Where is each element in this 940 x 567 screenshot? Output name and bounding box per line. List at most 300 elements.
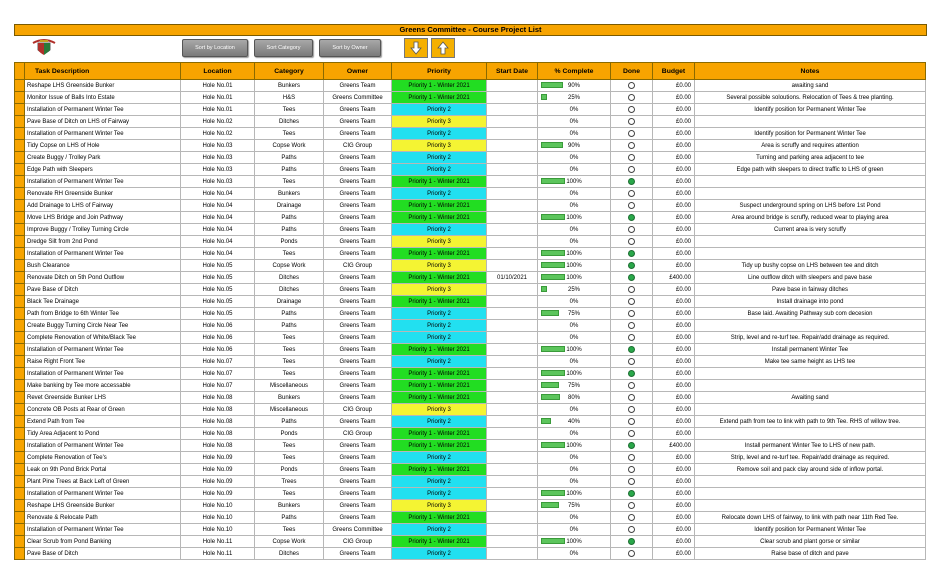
task-cell[interactable]: Installation of Permanent Winter Tee	[25, 104, 181, 116]
notes-cell[interactable]	[695, 116, 926, 128]
start-date-cell[interactable]	[487, 404, 538, 416]
budget-cell[interactable]: £0.00	[653, 224, 695, 236]
start-date-cell[interactable]	[487, 224, 538, 236]
owner-cell[interactable]: Greens Team	[324, 464, 392, 476]
location-cell[interactable]: Hole No.03	[181, 176, 255, 188]
task-cell[interactable]: Add Drainage to LHS of Fairway	[25, 200, 181, 212]
priority-cell[interactable]: Priority 1 - Winter 2021	[392, 80, 487, 92]
location-cell[interactable]: Hole No.05	[181, 284, 255, 296]
done-cell[interactable]	[611, 212, 653, 224]
notes-cell[interactable]	[695, 176, 926, 188]
location-cell[interactable]: Hole No.10	[181, 500, 255, 512]
percent-complete-cell[interactable]	[538, 164, 611, 176]
task-cell[interactable]: Edge Path with Sleepers	[25, 164, 181, 176]
done-unchecked-icon[interactable]	[628, 94, 635, 101]
priority-cell[interactable]: Priority 2	[392, 164, 487, 176]
budget-cell[interactable]: £0.00	[653, 188, 695, 200]
owner-cell[interactable]: Greens Team	[324, 212, 392, 224]
percent-complete-cell[interactable]	[538, 188, 611, 200]
start-date-cell[interactable]	[487, 452, 538, 464]
task-cell[interactable]: Create Buggy / Trolley Park	[25, 152, 181, 164]
done-cell[interactable]	[611, 152, 653, 164]
done-cell[interactable]	[611, 128, 653, 140]
percent-complete-cell[interactable]	[538, 320, 611, 332]
budget-cell[interactable]: £0.00	[653, 452, 695, 464]
location-cell[interactable]: Hole No.10	[181, 524, 255, 536]
done-unchecked-icon[interactable]	[628, 142, 635, 149]
done-cell[interactable]	[611, 296, 653, 308]
header-task-description[interactable]: Task Description	[25, 63, 181, 80]
start-date-cell[interactable]	[487, 140, 538, 152]
start-date-cell[interactable]	[487, 380, 538, 392]
start-date-cell[interactable]	[487, 368, 538, 380]
done-cell[interactable]	[611, 440, 653, 452]
owner-cell[interactable]: Greens Team	[324, 440, 392, 452]
percent-complete-cell[interactable]	[538, 272, 611, 284]
priority-cell[interactable]: Priority 2	[392, 152, 487, 164]
done-cell[interactable]	[611, 140, 653, 152]
budget-cell[interactable]: £0.00	[653, 548, 695, 560]
location-cell[interactable]: Hole No.06	[181, 332, 255, 344]
category-cell[interactable]: Trees	[255, 476, 324, 488]
priority-cell[interactable]: Priority 1 - Winter 2021	[392, 296, 487, 308]
owner-cell[interactable]: Greens Team	[324, 152, 392, 164]
location-cell[interactable]: Hole No.05	[181, 308, 255, 320]
task-cell[interactable]: Plant Pine Trees at Back Left of Green	[25, 476, 181, 488]
owner-cell[interactable]: Greens Team	[324, 512, 392, 524]
priority-cell[interactable]: Priority 2	[392, 476, 487, 488]
task-cell[interactable]: Installation of Permanent Winter Tee	[25, 344, 181, 356]
notes-cell[interactable]	[695, 380, 926, 392]
start-date-cell[interactable]	[487, 104, 538, 116]
done-unchecked-icon[interactable]	[628, 154, 635, 161]
task-cell[interactable]: Installation of Permanent Winter Tee	[25, 488, 181, 500]
category-cell[interactable]: Tees	[255, 176, 324, 188]
budget-cell[interactable]: £0.00	[653, 176, 695, 188]
done-checked-icon[interactable]	[628, 262, 635, 269]
task-cell[interactable]: Renovate RH Greenside Bunker	[25, 188, 181, 200]
priority-cell[interactable]: Priority 1 - Winter 2021	[392, 536, 487, 548]
owner-cell[interactable]: Greens Team	[324, 224, 392, 236]
percent-complete-cell[interactable]	[538, 104, 611, 116]
notes-cell[interactable]: Tidy up bushy copse on LHS between tee and ditch	[695, 260, 926, 272]
task-cell[interactable]: Dredge Silt from 2nd Pond	[25, 236, 181, 248]
location-cell[interactable]: Hole No.04	[181, 200, 255, 212]
done-cell[interactable]	[611, 344, 653, 356]
category-cell[interactable]: Bunkers	[255, 188, 324, 200]
location-cell[interactable]: Hole No.08	[181, 416, 255, 428]
percent-complete-cell[interactable]	[538, 176, 611, 188]
task-cell[interactable]: Renovate & Relocate Path	[25, 512, 181, 524]
priority-cell[interactable]: Priority 1 - Winter 2021	[392, 92, 487, 104]
sort-descending-button[interactable]	[404, 38, 428, 58]
done-cell[interactable]	[611, 536, 653, 548]
category-cell[interactable]: Copse Work	[255, 140, 324, 152]
start-date-cell[interactable]	[487, 356, 538, 368]
location-cell[interactable]: Hole No.05	[181, 296, 255, 308]
start-date-cell[interactable]	[487, 416, 538, 428]
location-cell[interactable]: Hole No.11	[181, 536, 255, 548]
percent-complete-cell[interactable]	[538, 152, 611, 164]
priority-cell[interactable]: Priority 2	[392, 488, 487, 500]
owner-cell[interactable]: Greens Team	[324, 332, 392, 344]
done-cell[interactable]	[611, 272, 653, 284]
budget-cell[interactable]: £0.00	[653, 476, 695, 488]
owner-cell[interactable]: Greens Team	[324, 200, 392, 212]
location-cell[interactable]: Hole No.07	[181, 380, 255, 392]
done-cell[interactable]	[611, 488, 653, 500]
percent-complete-cell[interactable]	[538, 200, 611, 212]
priority-cell[interactable]: Priority 2	[392, 128, 487, 140]
priority-cell[interactable]: Priority 2	[392, 524, 487, 536]
task-cell[interactable]: Black Tee Drainage	[25, 296, 181, 308]
done-cell[interactable]	[611, 80, 653, 92]
category-cell[interactable]: H&S	[255, 92, 324, 104]
priority-cell[interactable]: Priority 2	[392, 224, 487, 236]
notes-cell[interactable]: Identify position for Permanent Winter Tee	[695, 104, 926, 116]
done-unchecked-icon[interactable]	[628, 190, 635, 197]
percent-complete-cell[interactable]	[538, 236, 611, 248]
percent-complete-cell[interactable]	[538, 80, 611, 92]
category-cell[interactable]: Tees	[255, 524, 324, 536]
owner-cell[interactable]: CIG Group	[324, 536, 392, 548]
task-cell[interactable]: Improve Buggy / Trolley Turning Circle	[25, 224, 181, 236]
notes-cell[interactable]: Line outflow ditch with sleepers and pave base	[695, 272, 926, 284]
location-cell[interactable]: Hole No.09	[181, 464, 255, 476]
category-cell[interactable]: Tees	[255, 332, 324, 344]
budget-cell[interactable]: £0.00	[653, 464, 695, 476]
owner-cell[interactable]: Greens Team	[324, 272, 392, 284]
task-cell[interactable]: Leak on 9th Pond Brick Portal	[25, 464, 181, 476]
start-date-cell[interactable]	[487, 344, 538, 356]
done-cell[interactable]	[611, 308, 653, 320]
done-cell[interactable]	[611, 500, 653, 512]
notes-cell[interactable]: Install permanent Winter Tee to LHS of new path.	[695, 440, 926, 452]
percent-complete-cell[interactable]	[538, 428, 611, 440]
category-cell[interactable]: Tees	[255, 356, 324, 368]
notes-cell[interactable]: Suspect underground spring on LHS before 1st Pond	[695, 200, 926, 212]
category-cell[interactable]: Tees	[255, 368, 324, 380]
task-cell[interactable]: Installation of Permanent Winter Tee	[25, 368, 181, 380]
done-cell[interactable]	[611, 164, 653, 176]
notes-cell[interactable]: Clear scrub and plant gorse or similar	[695, 536, 926, 548]
start-date-cell[interactable]	[487, 524, 538, 536]
done-unchecked-icon[interactable]	[628, 310, 635, 317]
sort-by-location-button[interactable]: Sort by Location	[182, 39, 248, 57]
budget-cell[interactable]: £400.00	[653, 272, 695, 284]
budget-cell[interactable]: £0.00	[653, 152, 695, 164]
done-unchecked-icon[interactable]	[628, 478, 635, 485]
percent-complete-cell[interactable]	[538, 392, 611, 404]
start-date-cell[interactable]	[487, 440, 538, 452]
done-checked-icon[interactable]	[628, 490, 635, 497]
notes-cell[interactable]: Area around bridge is scruffy, reduced wear to playing area	[695, 212, 926, 224]
percent-complete-cell[interactable]	[538, 248, 611, 260]
task-cell[interactable]: Bush Clearance	[25, 260, 181, 272]
budget-cell[interactable]: £0.00	[653, 248, 695, 260]
task-cell[interactable]: Installation of Permanent Winter Tee	[25, 248, 181, 260]
sort-by-owner-button[interactable]: Sort by Owner	[319, 39, 381, 57]
done-unchecked-icon[interactable]	[628, 418, 635, 425]
budget-cell[interactable]: £0.00	[653, 536, 695, 548]
percent-complete-cell[interactable]	[538, 284, 611, 296]
done-cell[interactable]	[611, 260, 653, 272]
notes-cell[interactable]	[695, 488, 926, 500]
start-date-cell[interactable]	[487, 116, 538, 128]
owner-cell[interactable]: Greens Team	[324, 368, 392, 380]
done-unchecked-icon[interactable]	[628, 118, 635, 125]
notes-cell[interactable]	[695, 404, 926, 416]
priority-cell[interactable]: Priority 2	[392, 104, 487, 116]
owner-cell[interactable]: Greens Team	[324, 248, 392, 260]
priority-cell[interactable]: Priority 1 - Winter 2021	[392, 200, 487, 212]
category-cell[interactable]: Paths	[255, 212, 324, 224]
location-cell[interactable]: Hole No.02	[181, 116, 255, 128]
owner-cell[interactable]: Greens Team	[324, 356, 392, 368]
category-cell[interactable]: Tees	[255, 344, 324, 356]
budget-cell[interactable]: £0.00	[653, 284, 695, 296]
start-date-cell[interactable]	[487, 284, 538, 296]
done-checked-icon[interactable]	[628, 178, 635, 185]
start-date-cell[interactable]	[487, 200, 538, 212]
start-date-cell[interactable]	[487, 296, 538, 308]
task-cell[interactable]: Make banking by Tee more accessable	[25, 380, 181, 392]
owner-cell[interactable]: Greens Team	[324, 380, 392, 392]
done-cell[interactable]	[611, 116, 653, 128]
start-date-cell[interactable]: 01/10/2021	[487, 272, 538, 284]
done-unchecked-icon[interactable]	[628, 502, 635, 509]
start-date-cell[interactable]	[487, 320, 538, 332]
done-cell[interactable]	[611, 428, 653, 440]
owner-cell[interactable]: Greens Team	[324, 476, 392, 488]
done-unchecked-icon[interactable]	[628, 406, 635, 413]
start-date-cell[interactable]	[487, 308, 538, 320]
priority-cell[interactable]: Priority 2	[392, 416, 487, 428]
percent-complete-cell[interactable]	[538, 224, 611, 236]
notes-cell[interactable]: Make tee same height as LHS tee	[695, 356, 926, 368]
done-unchecked-icon[interactable]	[628, 454, 635, 461]
budget-cell[interactable]: £0.00	[653, 356, 695, 368]
budget-cell[interactable]: £0.00	[653, 296, 695, 308]
location-cell[interactable]: Hole No.01	[181, 80, 255, 92]
done-checked-icon[interactable]	[628, 370, 635, 377]
notes-cell[interactable]: Current area is very scruffy	[695, 224, 926, 236]
notes-cell[interactable]: Identify position for Permanent Winter Tee	[695, 128, 926, 140]
category-cell[interactable]: Paths	[255, 416, 324, 428]
done-cell[interactable]	[611, 188, 653, 200]
priority-cell[interactable]: Priority 2	[392, 548, 487, 560]
priority-cell[interactable]: Priority 1 - Winter 2021	[392, 212, 487, 224]
priority-cell[interactable]: Priority 1 - Winter 2021	[392, 248, 487, 260]
budget-cell[interactable]: £0.00	[653, 524, 695, 536]
owner-cell[interactable]: Greens Team	[324, 284, 392, 296]
done-cell[interactable]	[611, 248, 653, 260]
location-cell[interactable]: Hole No.01	[181, 92, 255, 104]
start-date-cell[interactable]	[487, 512, 538, 524]
location-cell[interactable]: Hole No.01	[181, 104, 255, 116]
priority-cell[interactable]: Priority 3	[392, 236, 487, 248]
task-cell[interactable]: Complete Renovation of White/Black Tee	[25, 332, 181, 344]
notes-cell[interactable]	[695, 500, 926, 512]
budget-cell[interactable]: £0.00	[653, 200, 695, 212]
sort-ascending-button[interactable]	[431, 38, 455, 58]
notes-cell[interactable]: Base laid. Awaiting Pathway sub com decesion	[695, 308, 926, 320]
start-date-cell[interactable]	[487, 428, 538, 440]
notes-cell[interactable]: awaiting sand	[695, 80, 926, 92]
done-checked-icon[interactable]	[628, 250, 635, 257]
notes-cell[interactable]: Install permanent Winter Tee	[695, 344, 926, 356]
budget-cell[interactable]: £0.00	[653, 92, 695, 104]
done-unchecked-icon[interactable]	[628, 106, 635, 113]
budget-cell[interactable]: £0.00	[653, 512, 695, 524]
budget-cell[interactable]: £0.00	[653, 344, 695, 356]
done-cell[interactable]	[611, 236, 653, 248]
done-unchecked-icon[interactable]	[628, 226, 635, 233]
budget-cell[interactable]: £0.00	[653, 104, 695, 116]
done-unchecked-icon[interactable]	[628, 286, 635, 293]
owner-cell[interactable]: Greens Team	[324, 308, 392, 320]
location-cell[interactable]: Hole No.07	[181, 368, 255, 380]
percent-complete-cell[interactable]	[538, 92, 611, 104]
percent-complete-cell[interactable]	[538, 416, 611, 428]
category-cell[interactable]: Copse Work	[255, 536, 324, 548]
notes-cell[interactable]	[695, 476, 926, 488]
category-cell[interactable]: Paths	[255, 308, 324, 320]
done-cell[interactable]	[611, 92, 653, 104]
done-cell[interactable]	[611, 284, 653, 296]
percent-complete-cell[interactable]	[538, 212, 611, 224]
done-cell[interactable]	[611, 464, 653, 476]
notes-cell[interactable]: Raise base of ditch and pave	[695, 548, 926, 560]
notes-cell[interactable]: Edge path with sleepers to direct traffic to LHS of green	[695, 164, 926, 176]
notes-cell[interactable]	[695, 368, 926, 380]
owner-cell[interactable]: Greens Committee	[324, 524, 392, 536]
location-cell[interactable]: Hole No.08	[181, 392, 255, 404]
done-unchecked-icon[interactable]	[628, 130, 635, 137]
owner-cell[interactable]: Greens Team	[324, 488, 392, 500]
location-cell[interactable]: Hole No.08	[181, 440, 255, 452]
task-cell[interactable]: Extend Path from Tee	[25, 416, 181, 428]
budget-cell[interactable]: £0.00	[653, 332, 695, 344]
budget-cell[interactable]: £400.00	[653, 440, 695, 452]
category-cell[interactable]: Paths	[255, 164, 324, 176]
task-cell[interactable]: Pave Base of Ditch	[25, 284, 181, 296]
percent-complete-cell[interactable]	[538, 404, 611, 416]
owner-cell[interactable]: Greens Team	[324, 548, 392, 560]
task-cell[interactable]: Installation of Permanent Winter Tee	[25, 176, 181, 188]
location-cell[interactable]: Hole No.09	[181, 476, 255, 488]
notes-cell[interactable]	[695, 236, 926, 248]
budget-cell[interactable]: £0.00	[653, 320, 695, 332]
owner-cell[interactable]: Greens Team	[324, 416, 392, 428]
start-date-cell[interactable]	[487, 392, 538, 404]
done-unchecked-icon[interactable]	[628, 358, 635, 365]
notes-cell[interactable]	[695, 320, 926, 332]
done-cell[interactable]	[611, 380, 653, 392]
budget-cell[interactable]: £0.00	[653, 164, 695, 176]
priority-cell[interactable]: Priority 1 - Winter 2021	[392, 344, 487, 356]
category-cell[interactable]: Miscellaneous	[255, 404, 324, 416]
done-unchecked-icon[interactable]	[628, 82, 635, 89]
start-date-cell[interactable]	[487, 164, 538, 176]
done-cell[interactable]	[611, 368, 653, 380]
owner-cell[interactable]: Greens Team	[324, 500, 392, 512]
category-cell[interactable]: Tees	[255, 248, 324, 260]
start-date-cell[interactable]	[487, 332, 538, 344]
location-cell[interactable]: Hole No.11	[181, 548, 255, 560]
priority-cell[interactable]: Priority 3	[392, 116, 487, 128]
task-cell[interactable]: Reshape LHS Greenside Bunker	[25, 80, 181, 92]
location-cell[interactable]: Hole No.05	[181, 272, 255, 284]
task-cell[interactable]: Pave Base of Ditch on LHS of Fairway	[25, 116, 181, 128]
start-date-cell[interactable]	[487, 188, 538, 200]
start-date-cell[interactable]	[487, 92, 538, 104]
header-category[interactable]: Category	[255, 63, 324, 80]
category-cell[interactable]: Copse Work	[255, 260, 324, 272]
notes-cell[interactable]: Area is scruffy and requires attention	[695, 140, 926, 152]
task-cell[interactable]: Clear Scrub from Pond Banking	[25, 536, 181, 548]
location-cell[interactable]: Hole No.09	[181, 452, 255, 464]
done-cell[interactable]	[611, 416, 653, 428]
header-notes[interactable]: Notes	[695, 63, 926, 80]
done-cell[interactable]	[611, 476, 653, 488]
category-cell[interactable]: Paths	[255, 224, 324, 236]
priority-cell[interactable]: Priority 3	[392, 500, 487, 512]
done-unchecked-icon[interactable]	[628, 394, 635, 401]
percent-complete-cell[interactable]	[538, 440, 611, 452]
owner-cell[interactable]: Greens Team	[324, 452, 392, 464]
notes-cell[interactable]: Strip, level and re-turf tee. Repair/add drainage as required.	[695, 332, 926, 344]
done-checked-icon[interactable]	[628, 274, 635, 281]
priority-cell[interactable]: Priority 1 - Winter 2021	[392, 464, 487, 476]
priority-cell[interactable]: Priority 1 - Winter 2021	[392, 428, 487, 440]
category-cell[interactable]: Bunkers	[255, 500, 324, 512]
owner-cell[interactable]: CIG Group	[324, 260, 392, 272]
location-cell[interactable]: Hole No.04	[181, 224, 255, 236]
notes-cell[interactable]: Remove soil and pack clay around side of inflow portal.	[695, 464, 926, 476]
owner-cell[interactable]: Greens Team	[324, 128, 392, 140]
location-cell[interactable]: Hole No.06	[181, 344, 255, 356]
budget-cell[interactable]: £0.00	[653, 116, 695, 128]
done-cell[interactable]	[611, 320, 653, 332]
percent-complete-cell[interactable]	[538, 536, 611, 548]
category-cell[interactable]: Ponds	[255, 428, 324, 440]
category-cell[interactable]: Tees	[255, 128, 324, 140]
location-cell[interactable]: Hole No.02	[181, 128, 255, 140]
percent-complete-cell[interactable]	[538, 128, 611, 140]
start-date-cell[interactable]	[487, 152, 538, 164]
start-date-cell[interactable]	[487, 464, 538, 476]
location-cell[interactable]: Hole No.09	[181, 488, 255, 500]
percent-complete-cell[interactable]	[538, 308, 611, 320]
done-checked-icon[interactable]	[628, 442, 635, 449]
task-cell[interactable]: Renovate Ditch on 5th Pond Outflow	[25, 272, 181, 284]
done-unchecked-icon[interactable]	[628, 322, 635, 329]
notes-cell[interactable]: Several possible soloutions. Relocation of Tees & tree planting.	[695, 92, 926, 104]
location-cell[interactable]: Hole No.04	[181, 236, 255, 248]
start-date-cell[interactable]	[487, 548, 538, 560]
owner-cell[interactable]: CIG Group	[324, 428, 392, 440]
budget-cell[interactable]: £0.00	[653, 404, 695, 416]
done-unchecked-icon[interactable]	[628, 514, 635, 521]
owner-cell[interactable]: Greens Team	[324, 392, 392, 404]
task-cell[interactable]: Raise Right Front Tee	[25, 356, 181, 368]
owner-cell[interactable]: Greens Team	[324, 188, 392, 200]
category-cell[interactable]: Ditches	[255, 284, 324, 296]
category-cell[interactable]: Paths	[255, 320, 324, 332]
budget-cell[interactable]: £0.00	[653, 80, 695, 92]
location-cell[interactable]: Hole No.04	[181, 248, 255, 260]
